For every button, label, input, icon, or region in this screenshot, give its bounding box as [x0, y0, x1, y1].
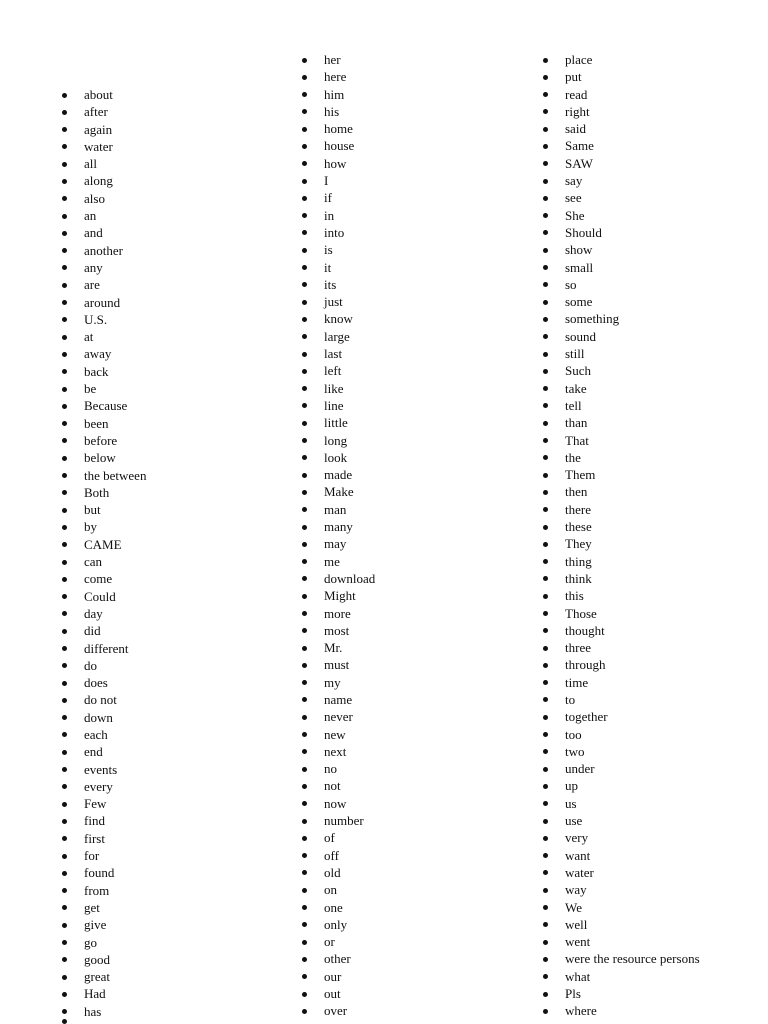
list-item: from: [62, 882, 146, 899]
list-item: Make: [302, 483, 375, 500]
list-item: first: [62, 830, 146, 847]
list-item: Because: [62, 397, 146, 414]
list-item: two: [543, 743, 700, 760]
list-item: take: [543, 380, 700, 397]
list-item: end: [62, 743, 146, 760]
list-item: see: [543, 189, 700, 206]
list-item: get: [62, 899, 146, 916]
list-item: all: [62, 155, 146, 172]
list-item: read: [543, 86, 700, 103]
list-item: this: [543, 587, 700, 604]
list-item: any: [62, 259, 146, 276]
list-item: into: [302, 224, 375, 241]
list-item: line: [302, 397, 375, 414]
list-item: They: [543, 535, 700, 552]
list-item: do: [62, 657, 146, 674]
list-item: many: [302, 518, 375, 535]
list-item: below: [62, 449, 146, 466]
list-item: the between: [62, 467, 146, 484]
list-item: water: [543, 864, 700, 881]
word-list-column-2: [302, 51, 375, 1020]
list-item: did: [62, 622, 146, 639]
list-item: thought: [543, 622, 700, 639]
list-item: SAW: [543, 155, 700, 172]
list-item: me: [302, 553, 375, 570]
list-item: her: [302, 51, 375, 68]
list-item: in: [302, 207, 375, 224]
list-item: way: [543, 881, 700, 898]
list-item: under: [543, 760, 700, 777]
list-item: but: [62, 501, 146, 518]
list-item: again: [62, 121, 146, 138]
list-item: away: [62, 345, 146, 362]
list-item: very: [543, 829, 700, 846]
list-item: like: [302, 380, 375, 397]
list-item: think: [543, 570, 700, 587]
list-item: large: [302, 328, 375, 345]
word-list-column-1: [62, 86, 146, 1020]
list-item: number: [302, 812, 375, 829]
list-item: show: [543, 241, 700, 258]
list-item: CAME: [62, 536, 146, 553]
list-item: more: [302, 605, 375, 622]
list-item: Both: [62, 484, 146, 501]
list-item: must: [302, 656, 375, 673]
list-item: its: [302, 276, 375, 293]
list-item: his: [302, 103, 375, 120]
list-item: so: [543, 276, 700, 293]
list-item: our: [302, 968, 375, 985]
list-item: before: [62, 432, 146, 449]
list-item: download: [302, 570, 375, 587]
list-item: next: [302, 743, 375, 760]
list-item: no: [302, 760, 375, 777]
list-item: it: [302, 259, 375, 276]
list-item: Same: [543, 137, 700, 154]
list-item: been: [62, 415, 146, 432]
list-item: most: [302, 622, 375, 639]
list-item: We: [543, 899, 700, 916]
list-item: what: [543, 968, 700, 985]
list-item: him: [302, 86, 375, 103]
list-item: does: [62, 674, 146, 691]
list-item: around: [62, 294, 146, 311]
list-item: down: [62, 709, 146, 726]
list-item: never: [302, 708, 375, 725]
list-item: at: [62, 328, 146, 345]
list-item: found: [62, 864, 146, 881]
list-item: how: [302, 155, 375, 172]
list-item: U.S.: [62, 311, 146, 328]
list-item: man: [302, 501, 375, 518]
list-item: there: [543, 501, 700, 518]
list-item: small: [543, 259, 700, 276]
list-item: than: [543, 414, 700, 431]
list-item: day: [62, 605, 146, 622]
list-item: one: [302, 899, 375, 916]
list-item: also: [62, 190, 146, 207]
list-item: Them: [543, 466, 700, 483]
word-list-column-3: [543, 51, 700, 1020]
list-item: after: [62, 103, 146, 120]
list-item: be: [62, 380, 146, 397]
list-item: sound: [543, 328, 700, 345]
list-item: Mr.: [302, 639, 375, 656]
list-item: made: [302, 466, 375, 483]
list-item: each: [62, 726, 146, 743]
list-item: want: [543, 847, 700, 864]
list-item: give: [62, 916, 146, 933]
list-item: said: [543, 120, 700, 137]
list-item: were the resource persons: [543, 950, 700, 967]
list-item: back: [62, 363, 146, 380]
list-item: not: [302, 777, 375, 794]
list-item: Could: [62, 588, 146, 605]
list-item: home: [302, 120, 375, 137]
list-item: do not: [62, 691, 146, 708]
list-item: where: [543, 1002, 700, 1019]
list-item: here: [302, 68, 375, 85]
list-item: for: [62, 847, 146, 864]
list-item: three: [543, 639, 700, 656]
list-item: Might: [302, 587, 375, 604]
list-item: and: [62, 224, 146, 241]
list-item: find: [62, 812, 146, 829]
list-item: house: [302, 137, 375, 154]
list-item: up: [543, 777, 700, 794]
list-item: every: [62, 778, 146, 795]
list-item: left: [302, 362, 375, 379]
list-item: come: [62, 570, 146, 587]
list-item: an: [62, 207, 146, 224]
list-item: last: [302, 345, 375, 362]
list-item: by: [62, 518, 146, 535]
list-item: these: [543, 518, 700, 535]
list-item: of: [302, 829, 375, 846]
list-item: little: [302, 414, 375, 431]
list-item: great: [62, 968, 146, 985]
list-item: over: [302, 1002, 375, 1019]
list-item: say: [543, 172, 700, 189]
list-item: Such: [543, 362, 700, 379]
list-item: about: [62, 86, 146, 103]
list-item: if: [302, 189, 375, 206]
list-item: long: [302, 432, 375, 449]
list-item: along: [62, 172, 146, 189]
list-item: Pls: [543, 985, 700, 1002]
list-item: through: [543, 656, 700, 673]
cut-off-bullet-icon: [62, 1018, 68, 1024]
list-item: us: [543, 795, 700, 812]
list-item: on: [302, 881, 375, 898]
list-item: something: [543, 310, 700, 327]
list-item: then: [543, 483, 700, 500]
list-item: only: [302, 916, 375, 933]
list-item: the: [543, 449, 700, 466]
list-item: off: [302, 847, 375, 864]
list-item: Those: [543, 605, 700, 622]
list-item: too: [543, 726, 700, 743]
list-item: other: [302, 950, 375, 967]
list-item: Had: [62, 985, 146, 1002]
list-item: my: [302, 674, 375, 691]
list-item: different: [62, 640, 146, 657]
list-item: time: [543, 674, 700, 691]
list-item: tell: [543, 397, 700, 414]
list-item: are: [62, 276, 146, 293]
list-item: new: [302, 726, 375, 743]
list-item: is: [302, 241, 375, 258]
list-item: old: [302, 864, 375, 881]
list-item: know: [302, 310, 375, 327]
list-item: together: [543, 708, 700, 725]
list-item: look: [302, 449, 375, 466]
list-item: another: [62, 242, 146, 259]
list-item: well: [543, 916, 700, 933]
list-item: She: [543, 207, 700, 224]
list-item: go: [62, 934, 146, 951]
list-item: good: [62, 951, 146, 968]
list-item: now: [302, 795, 375, 812]
list-item: Should: [543, 224, 700, 241]
list-item: right: [543, 103, 700, 120]
list-item: place: [543, 51, 700, 68]
list-item: still: [543, 345, 700, 362]
list-item: out: [302, 985, 375, 1002]
list-item: Few: [62, 795, 146, 812]
list-item: has: [62, 1003, 146, 1020]
list-item: just: [302, 293, 375, 310]
list-item: put: [543, 68, 700, 85]
list-item: went: [543, 933, 700, 950]
list-item: water: [62, 138, 146, 155]
list-item: or: [302, 933, 375, 950]
list-item: name: [302, 691, 375, 708]
list-item: thing: [543, 553, 700, 570]
list-item: I: [302, 172, 375, 189]
list-item: can: [62, 553, 146, 570]
list-item: to: [543, 691, 700, 708]
list-item: That: [543, 432, 700, 449]
list-item: events: [62, 761, 146, 778]
list-item: may: [302, 535, 375, 552]
list-item: use: [543, 812, 700, 829]
list-item: some: [543, 293, 700, 310]
